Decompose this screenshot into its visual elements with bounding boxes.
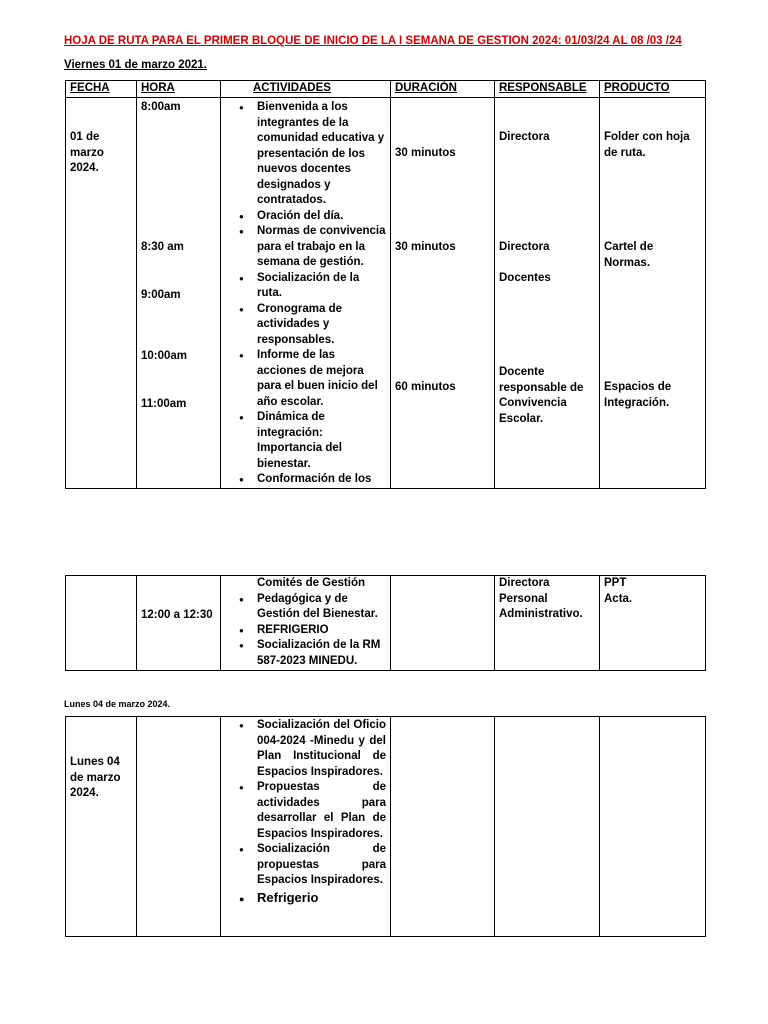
activity-list	[225, 100, 386, 488]
header-actividades-label: ACTIVIDADES	[253, 82, 331, 94]
list-item: ● Socialización de propuestas para Espacios Inspiradores.	[257, 842, 386, 889]
schedule-table-3	[65, 716, 706, 937]
hora-value: 8:00am	[141, 101, 181, 113]
hora-value: 9:00am	[141, 289, 181, 301]
list-item: ● Propuestas de actividades para desarrollar el Plan de Espacios Inspiradores.	[257, 780, 386, 842]
producto-cell	[600, 576, 706, 671]
list-item: ● Normas de convivencia para el trabajo en la semana de gestión.	[257, 224, 386, 271]
table-row	[66, 717, 706, 937]
responsable-value: Docente responsable de Convivencia Escolar.	[499, 366, 584, 425]
hora-value: 8:30 am	[141, 241, 184, 253]
responsable-value: Docentes	[499, 272, 551, 284]
list-item: ● Pedagógica y de Gestión del Bienestar.	[257, 592, 386, 623]
list-item: ● Oración del día.	[257, 209, 386, 225]
table-header-row	[66, 81, 706, 98]
hora-value: 11:00am	[141, 398, 187, 410]
duracion-cell	[391, 717, 495, 937]
hora-cell	[137, 98, 221, 489]
list-item: ● Cronograma de actividades y responsables.	[257, 302, 386, 349]
actividades-cell	[221, 576, 391, 671]
actividades-cell	[221, 98, 391, 489]
list-item: ● Informe de las acciones de mejora para el buen inicio del año escolar.	[257, 348, 386, 410]
header-actividades	[221, 81, 391, 98]
fecha-cell	[66, 717, 137, 937]
activity-continuation: Comités de Gestión	[257, 577, 365, 589]
producto-value: Espacios de Integración.	[604, 381, 672, 409]
responsable-cell	[495, 576, 600, 671]
schedule-table-2	[65, 575, 706, 671]
actividades-cell	[221, 717, 391, 937]
hora-cell	[137, 717, 221, 937]
responsable-value: Directora Personal Administrativo.	[499, 577, 583, 620]
document-title: HOJA DE RUTA PARA EL PRIMER BLOQUE DE INICIO DE LA I SEMANA DE GESTION 2024: 01/03/24 AL 08 /03 /24	[64, 35, 682, 47]
producto-value: Acta.	[604, 592, 633, 605]
list-item: ● REFRIGERIO	[257, 623, 386, 639]
producto-value: Folder con hoja de ruta.	[604, 131, 690, 159]
hora-value: 12:00 a 12:30	[141, 609, 213, 621]
table-row	[66, 98, 706, 489]
day1-heading: Viernes 01 de marzo 2021.	[64, 59, 207, 71]
fecha-value: 01 de marzo 2024.	[70, 131, 104, 174]
list-item: ● Socialización del Oficio 004-2024 -Minedu y del Plan Institucional de Espacios Inspiradores.	[257, 718, 386, 780]
fecha-cell	[66, 98, 137, 489]
producto-value: Cartel de Normas.	[604, 241, 654, 269]
fecha-value: Lunes 04 de marzo 2024.	[70, 756, 121, 799]
producto-cell	[600, 98, 706, 489]
responsable-value: Directora	[499, 131, 550, 143]
list-item: ● Dinámica de integración: Importancia del bienestar.	[257, 410, 386, 472]
hora-cell	[137, 576, 221, 671]
duracion-value: 30 minutos	[395, 241, 456, 253]
list-item: ● Conformación de los	[257, 472, 386, 488]
producto-cell	[600, 717, 706, 937]
day2-heading: Lunes 04 de marzo 2024.	[64, 699, 171, 709]
header-producto: PRODUCTO	[600, 81, 706, 98]
list-item: ● Refrigerio	[257, 889, 386, 907]
list-item: ● Socialización de la RM 587-2023 MINEDU.	[257, 638, 386, 669]
responsable-cell	[495, 98, 600, 489]
duracion-value: 60 minutos	[395, 381, 456, 393]
producto-value: PPT	[604, 577, 627, 589]
header-duracion: DURACIÓN	[391, 81, 495, 98]
list-item: ● Socialización de la ruta.	[257, 271, 386, 302]
responsable-value: Directora	[499, 241, 550, 253]
header-responsable: RESPONSABLE	[495, 81, 600, 98]
hora-value: 10:00am	[141, 350, 188, 362]
activity-list	[225, 718, 386, 907]
list-item: ● Bienvenida a los integrantes de la comunidad educativa y presentación de los nuevos docentes designados y contratados.	[257, 100, 386, 209]
duracion-cell	[391, 576, 495, 671]
activity-list	[225, 592, 386, 670]
header-fecha: FECHA	[66, 81, 137, 98]
duracion-value: 30 minutos	[395, 147, 456, 159]
table-row	[66, 576, 706, 671]
header-hora: HORA	[137, 81, 221, 98]
schedule-table-1	[65, 80, 706, 489]
responsable-cell	[495, 717, 600, 937]
fecha-cell	[66, 576, 137, 671]
duracion-cell	[391, 98, 495, 489]
